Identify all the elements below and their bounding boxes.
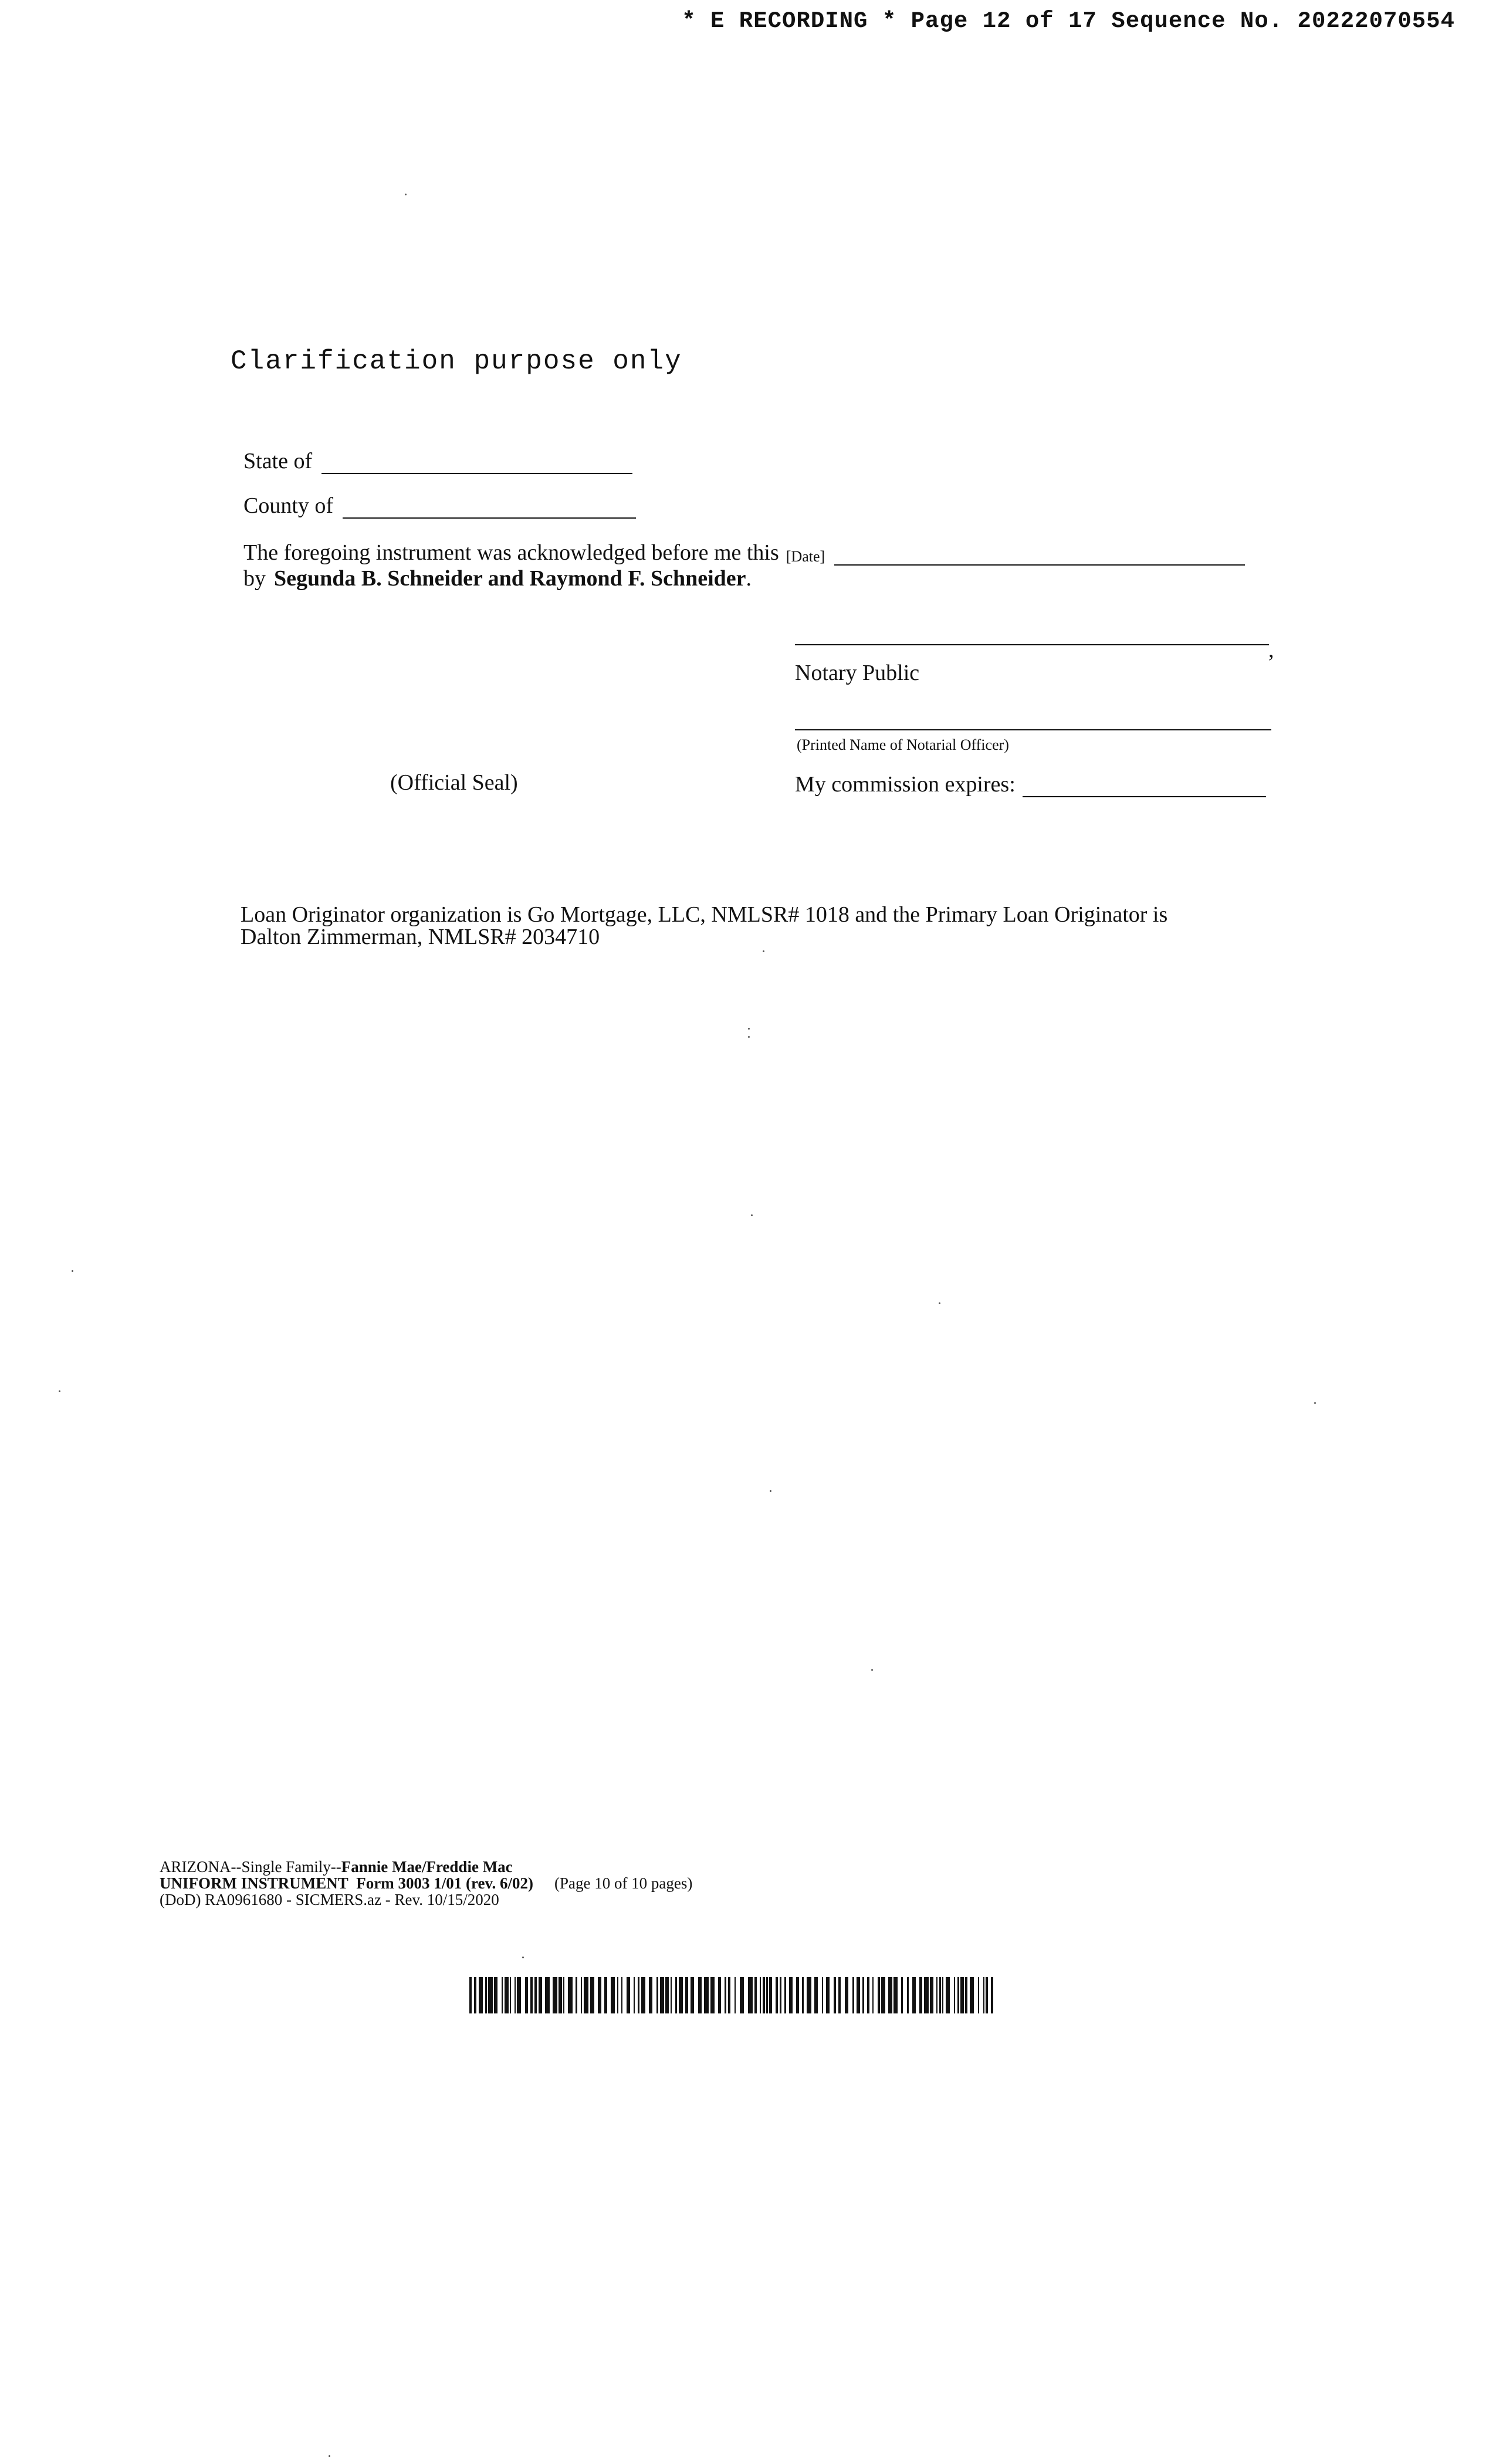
barcode-bar xyxy=(776,1977,778,2013)
commission-label: My commission expires: xyxy=(795,772,1016,797)
barcode-bar xyxy=(919,1977,922,2013)
barcode-bar xyxy=(857,1977,860,2013)
barcode-bar xyxy=(893,1977,898,2013)
barcode-bar xyxy=(675,1977,677,2013)
county-field-row xyxy=(243,493,636,519)
barcode-bar xyxy=(872,1977,874,2013)
scan-speck xyxy=(748,1028,750,1030)
barcode-bar xyxy=(784,1977,786,2013)
commission-blank-line xyxy=(1023,779,1266,797)
by-prefix: by xyxy=(243,566,266,591)
barcode-bar xyxy=(780,1977,781,2013)
barcode-bar xyxy=(534,1977,537,2013)
barcode-bar xyxy=(704,1977,709,2013)
barcode-bar xyxy=(881,1977,885,2013)
barcode-bar xyxy=(660,1977,664,2013)
state-blank-line xyxy=(321,455,632,474)
barcode-bar xyxy=(802,1977,804,2013)
barcode-bar xyxy=(930,1977,933,2013)
barcode-icon xyxy=(469,1977,997,2013)
barcode-bar xyxy=(991,1977,993,2013)
barcode-bar xyxy=(888,1977,892,2013)
barcode-bar xyxy=(679,1977,683,2013)
barcode-bar xyxy=(485,1977,487,2013)
barcode-bar xyxy=(505,1977,509,2013)
footer-uniform-instrument: UNIFORM INSTRUMENT xyxy=(160,1874,348,1892)
footer-page-count: (Page 10 of 10 pages) xyxy=(554,1874,693,1892)
barcode-bar xyxy=(494,1977,497,2013)
barcode-bar xyxy=(957,1977,959,2013)
barcode-bar xyxy=(728,1977,730,2013)
barcode-bar xyxy=(510,1977,511,2013)
barcode-bar xyxy=(691,1977,694,2013)
barcode-bar xyxy=(760,1977,761,2013)
barcode-bar xyxy=(954,1977,955,2013)
date-tag: [Date] xyxy=(786,548,825,565)
barcode-bar xyxy=(638,1977,639,2013)
barcode-bar xyxy=(834,1977,836,2013)
barcode-bar xyxy=(748,1977,753,2013)
scan-speck xyxy=(748,1036,750,1038)
barcode-bar xyxy=(965,1977,967,2013)
barcode-bar xyxy=(936,1977,937,2013)
barcode-bar xyxy=(563,1977,564,2013)
barcode-bar xyxy=(725,1977,726,2013)
scan-speck xyxy=(72,1270,73,1272)
barcode-bar xyxy=(479,1977,483,2013)
state-label: State of xyxy=(243,449,313,473)
barcode-bar xyxy=(796,1977,799,2013)
barcode-bar xyxy=(718,1977,721,2013)
barcode-bar xyxy=(627,1977,630,2013)
barcode-bar xyxy=(671,1977,672,2013)
scan-speck xyxy=(770,1490,771,1492)
barcode-bar xyxy=(822,1977,823,2013)
official-seal-label: (Official Seal) xyxy=(390,770,518,795)
barcode-bar xyxy=(740,1977,744,2013)
barcode-bar xyxy=(502,1977,503,2013)
barcode-bar xyxy=(807,1977,811,2013)
commission-row xyxy=(795,771,1266,797)
barcode-bar xyxy=(946,1977,950,2013)
county-blank-line xyxy=(343,500,636,519)
recording-header: * E RECORDING * Page 12 of 17 Sequence No. 20222070554 xyxy=(682,8,1455,34)
barcode-bar xyxy=(576,1977,577,2013)
footer-line-1 xyxy=(160,1859,692,1875)
barcode-bar xyxy=(852,1977,854,2013)
barcode-bar xyxy=(867,1977,869,2013)
barcode-bar xyxy=(581,1977,582,2013)
date-blank-line xyxy=(834,547,1245,566)
barcode-bar xyxy=(814,1977,818,2013)
notary-signature-line xyxy=(795,644,1269,645)
barcode-bar xyxy=(517,1977,521,2013)
scan-speck xyxy=(871,1669,873,1671)
barcode-bar xyxy=(634,1977,635,2013)
barcode-bar xyxy=(769,1977,772,2013)
barcode-bar xyxy=(766,1977,768,2013)
barcode-bar xyxy=(698,1977,702,2013)
barcode-bar xyxy=(568,1977,573,2013)
loan-originator-line-1: Loan Originator organization is Go Mortgage, LLC, NMLSR# 1018 and the Primary Loan Originator is xyxy=(241,902,1168,927)
clarification-heading: Clarification purpose only xyxy=(231,346,682,377)
scan-speck xyxy=(751,1214,753,1216)
scan-speck xyxy=(405,194,407,195)
scan-speck xyxy=(59,1390,60,1392)
barcode-bar xyxy=(983,1977,984,2013)
barcode-bar xyxy=(960,1977,964,2013)
barcode-bar xyxy=(862,1977,864,2013)
barcode-bar xyxy=(617,1977,618,2013)
foregoing-text: The foregoing instrument was acknowledged before me this xyxy=(243,540,779,565)
signer-names: Segunda B. Schneider and Raymond F. Schneider xyxy=(274,566,746,591)
barcode-bar xyxy=(590,1977,594,2013)
barcode-bar xyxy=(530,1977,533,2013)
scan-speck xyxy=(763,950,764,952)
barcode-bar xyxy=(515,1977,516,2013)
barcode-bar xyxy=(559,1977,562,2013)
barcode-bar xyxy=(978,1977,979,2013)
signers-period: . xyxy=(746,566,752,591)
county-label: County of xyxy=(243,493,334,518)
scan-speck xyxy=(522,1957,524,1958)
barcode-bar xyxy=(656,1977,658,2013)
barcode-bar xyxy=(845,1977,848,2013)
barcode-bar xyxy=(907,1977,909,2013)
footer-line-3: (DoD) RA0961680 - SICMERS.az - Rev. 10/15/2020 xyxy=(160,1891,499,1908)
barcode-bar xyxy=(584,1977,588,2013)
state-field-row xyxy=(243,448,632,474)
loan-originator-statement xyxy=(241,903,1297,948)
barcode-bar xyxy=(665,1977,669,2013)
notary-signature-comma: , xyxy=(1268,638,1274,662)
acknowledgment-line xyxy=(243,540,1245,566)
scan-speck xyxy=(329,2455,330,2457)
barcode-bar xyxy=(641,1977,645,2013)
printed-name-caption: (Printed Name of Notarial Officer) xyxy=(797,736,1009,753)
barcode-bar xyxy=(735,1977,736,2013)
barcode-bar xyxy=(685,1977,688,2013)
signers-line xyxy=(243,566,752,591)
footer-state-family: ARIZONA--Single Family-- xyxy=(160,1858,341,1876)
barcode-bar xyxy=(789,1977,793,2013)
barcode-bar xyxy=(838,1977,841,2013)
barcode-bar xyxy=(878,1977,880,2013)
barcode-bar xyxy=(901,1977,903,2013)
loan-originator-line-2: Dalton Zimmerman, NMLSR# 2034710 xyxy=(241,925,600,949)
barcode-bar xyxy=(826,1977,830,2013)
barcode-bar xyxy=(553,1977,557,2013)
footer-line-2 xyxy=(160,1875,692,1891)
barcode-bar xyxy=(545,1977,550,2013)
barcode-bar xyxy=(649,1977,652,2013)
barcode-bar xyxy=(912,1977,916,2013)
barcode-bar xyxy=(469,1977,472,2013)
barcode-bar xyxy=(611,1977,615,2013)
scan-speck xyxy=(939,1302,940,1304)
footer-fannie-freddie: Fannie Mae/Freddie Mac xyxy=(341,1858,513,1876)
barcode-bar xyxy=(539,1977,542,2013)
barcode-bar xyxy=(474,1977,476,2013)
scan-speck xyxy=(1314,1402,1316,1404)
barcode-bar xyxy=(525,1977,528,2013)
barcode-bar xyxy=(970,1977,974,2013)
barcode-bar xyxy=(942,1977,943,2013)
printed-name-line xyxy=(795,729,1271,730)
barcode-bar xyxy=(604,1977,607,2013)
notary-public-label: Notary Public xyxy=(795,661,920,685)
barcode-bar xyxy=(710,1977,715,2013)
barcode-bar xyxy=(986,1977,988,2013)
barcode-bar xyxy=(939,1977,941,2013)
barcode-bar xyxy=(754,1977,757,2013)
barcode-bar xyxy=(763,1977,765,2013)
form-footer xyxy=(160,1859,692,1908)
barcode-bar xyxy=(488,1977,493,2013)
footer-form-number: Form 3003 1/01 (rev. 6/02) xyxy=(356,1874,533,1892)
barcode-bar xyxy=(924,1977,929,2013)
barcode-bar xyxy=(621,1977,622,2013)
barcode-bar xyxy=(598,1977,601,2013)
